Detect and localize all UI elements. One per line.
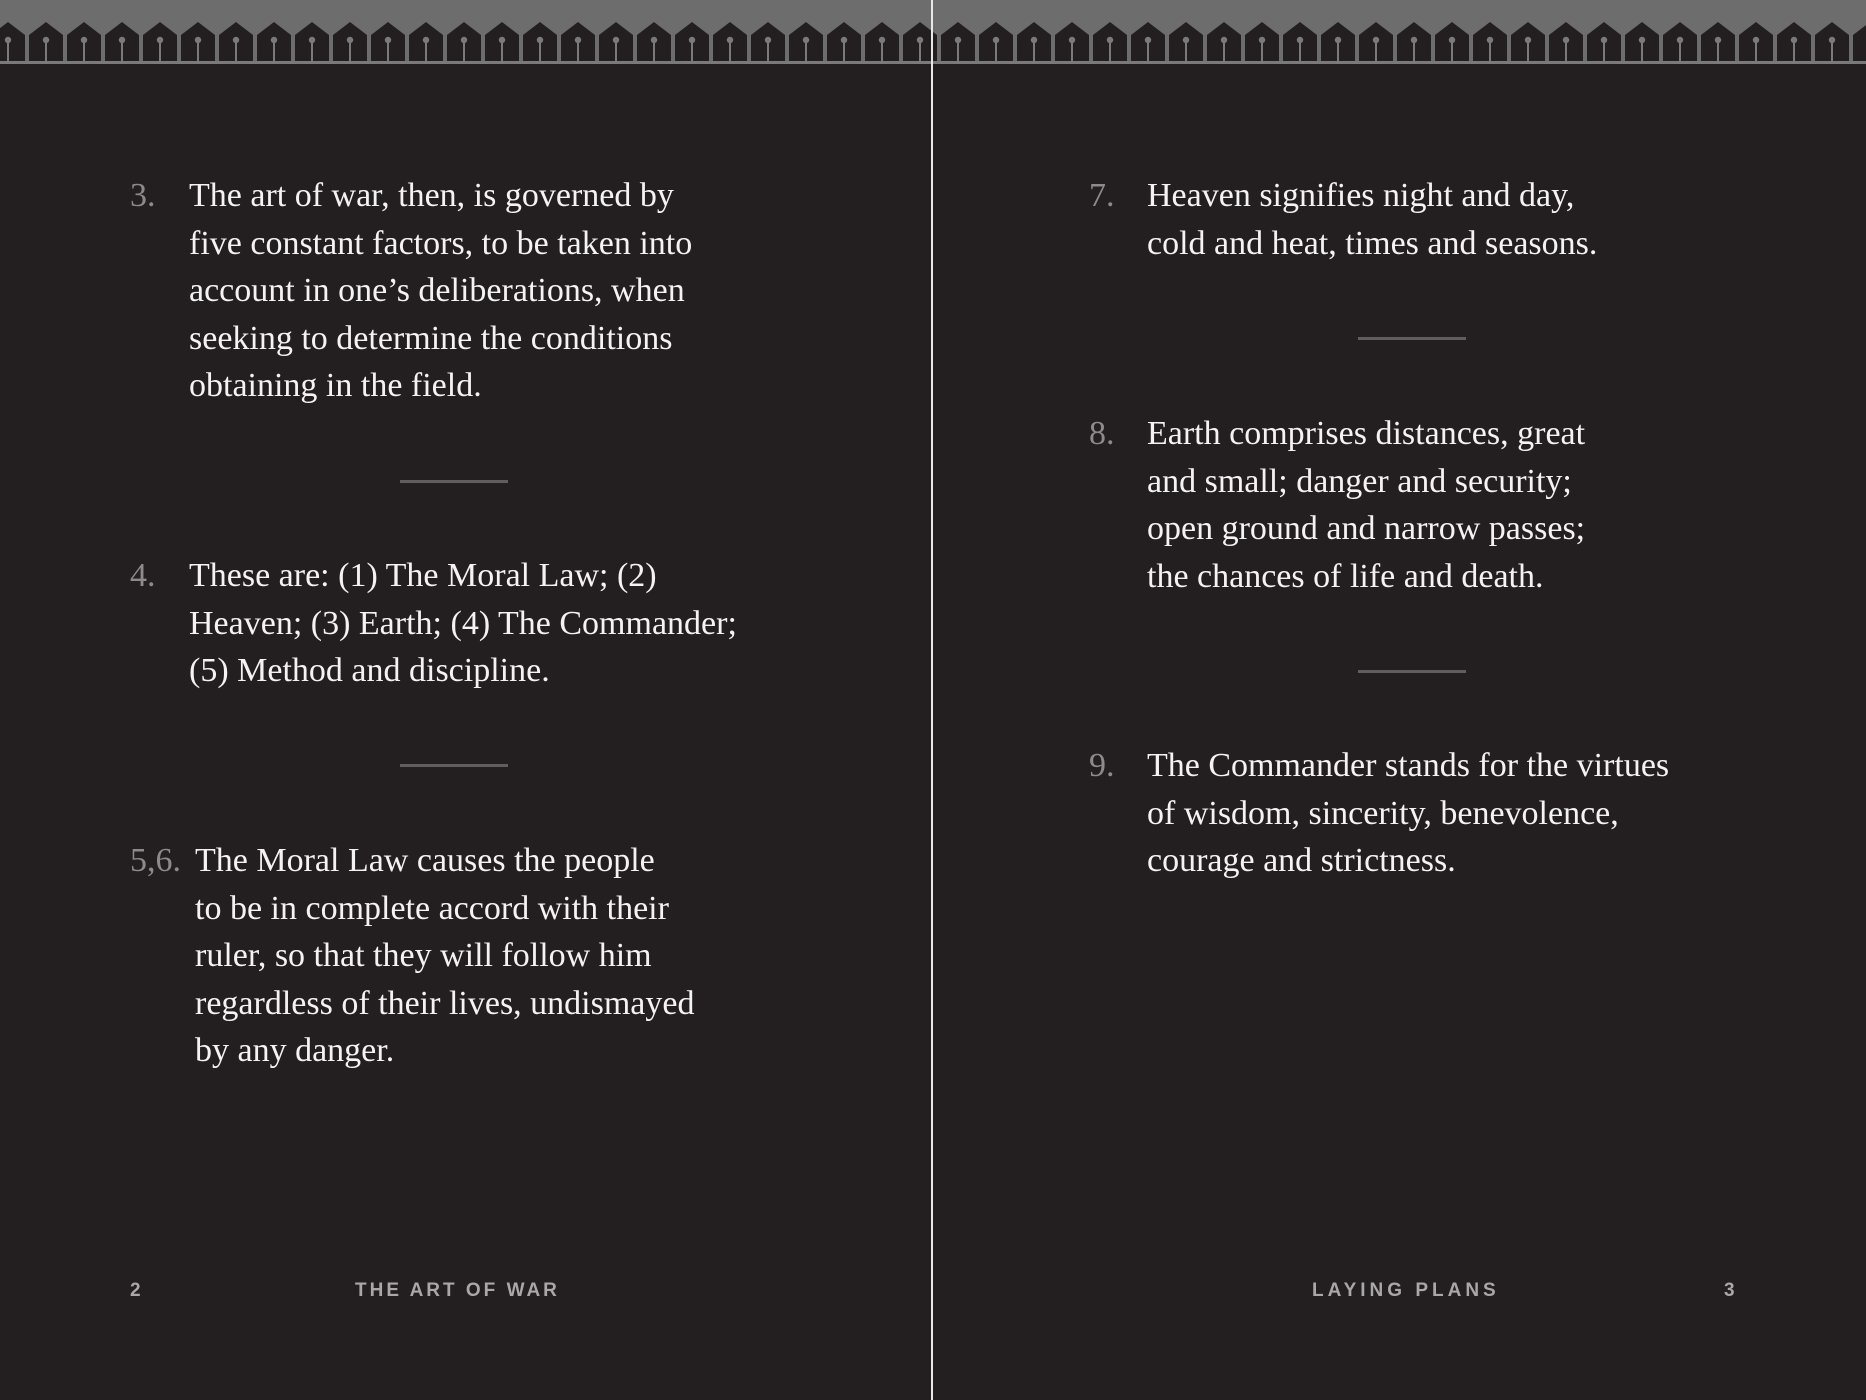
- section-divider-rule: [1358, 337, 1466, 340]
- page-number: 2: [130, 1280, 141, 1301]
- page-number: 3: [1724, 1280, 1735, 1301]
- running-title: LAYING PLANS: [1312, 1280, 1500, 1301]
- paragraph-5-6: [130, 837, 694, 1075]
- paragraph-3: [130, 172, 692, 410]
- paragraph-line: ruler, so that they will follow him: [195, 937, 652, 975]
- paragraph-line: by any danger.: [195, 1032, 395, 1070]
- paragraph-line: cold and heat, times and seasons.: [1147, 224, 1598, 262]
- paragraph-number: 8.: [1089, 415, 1115, 452]
- section-divider-rule: [400, 480, 508, 483]
- paragraph-line: Earth comprises distances, great: [1147, 415, 1586, 452]
- section-divider-rule: [400, 764, 508, 767]
- section-divider-rule: [1358, 670, 1466, 673]
- paragraph-line: account in one’s deliberations, when: [189, 272, 685, 310]
- paragraph-number: 9.: [1089, 747, 1115, 784]
- paragraph-line: to be in complete accord with their: [195, 889, 669, 927]
- paragraph-line: The Moral Law causes the people: [195, 842, 655, 879]
- paragraph-line: The Commander stands for the virtues: [1147, 747, 1670, 784]
- paragraph-number: 4.: [130, 557, 156, 594]
- paragraph-number: 7.: [1089, 177, 1115, 214]
- paragraph-line: courage and strictness.: [1147, 842, 1456, 880]
- paragraph-line: the chances of life and death.: [1147, 557, 1544, 595]
- paragraph-line: open ground and narrow passes;: [1147, 510, 1586, 548]
- running-title: THE ART OF WAR: [355, 1280, 560, 1301]
- paragraph-line: These are: (1) The Moral Law; (2): [189, 557, 657, 594]
- paragraph-line: The art of war, then, is governed by: [189, 177, 674, 214]
- right-page: [934, 0, 1866, 1400]
- paragraph-line: obtaining in the field.: [189, 367, 482, 405]
- paragraph-4: [130, 552, 737, 695]
- paragraph-7: [1089, 172, 1597, 267]
- paragraph-line: (5) Method and discipline.: [189, 652, 550, 690]
- left-page: [0, 0, 931, 1400]
- paragraph-8: [1089, 410, 1585, 600]
- paragraph-line: seeking to determine the conditions: [189, 319, 673, 357]
- paragraph-line: of wisdom, sincerity, benevolence,: [1147, 794, 1619, 832]
- paragraph-number: 5,6.: [130, 842, 181, 879]
- paragraph-line: Heaven signifies night and day,: [1147, 177, 1575, 214]
- paragraph-9: [1089, 742, 1669, 885]
- book-spine-divider: [931, 0, 933, 1400]
- paragraph-number: 3.: [130, 177, 156, 214]
- paragraph-line: regardless of their lives, undismayed: [195, 984, 695, 1022]
- paragraph-line: and small; danger and security;: [1147, 462, 1572, 500]
- paragraph-line: Heaven; (3) Earth; (4) The Commander;: [189, 604, 737, 642]
- paragraph-line: five constant factors, to be taken into: [189, 224, 693, 262]
